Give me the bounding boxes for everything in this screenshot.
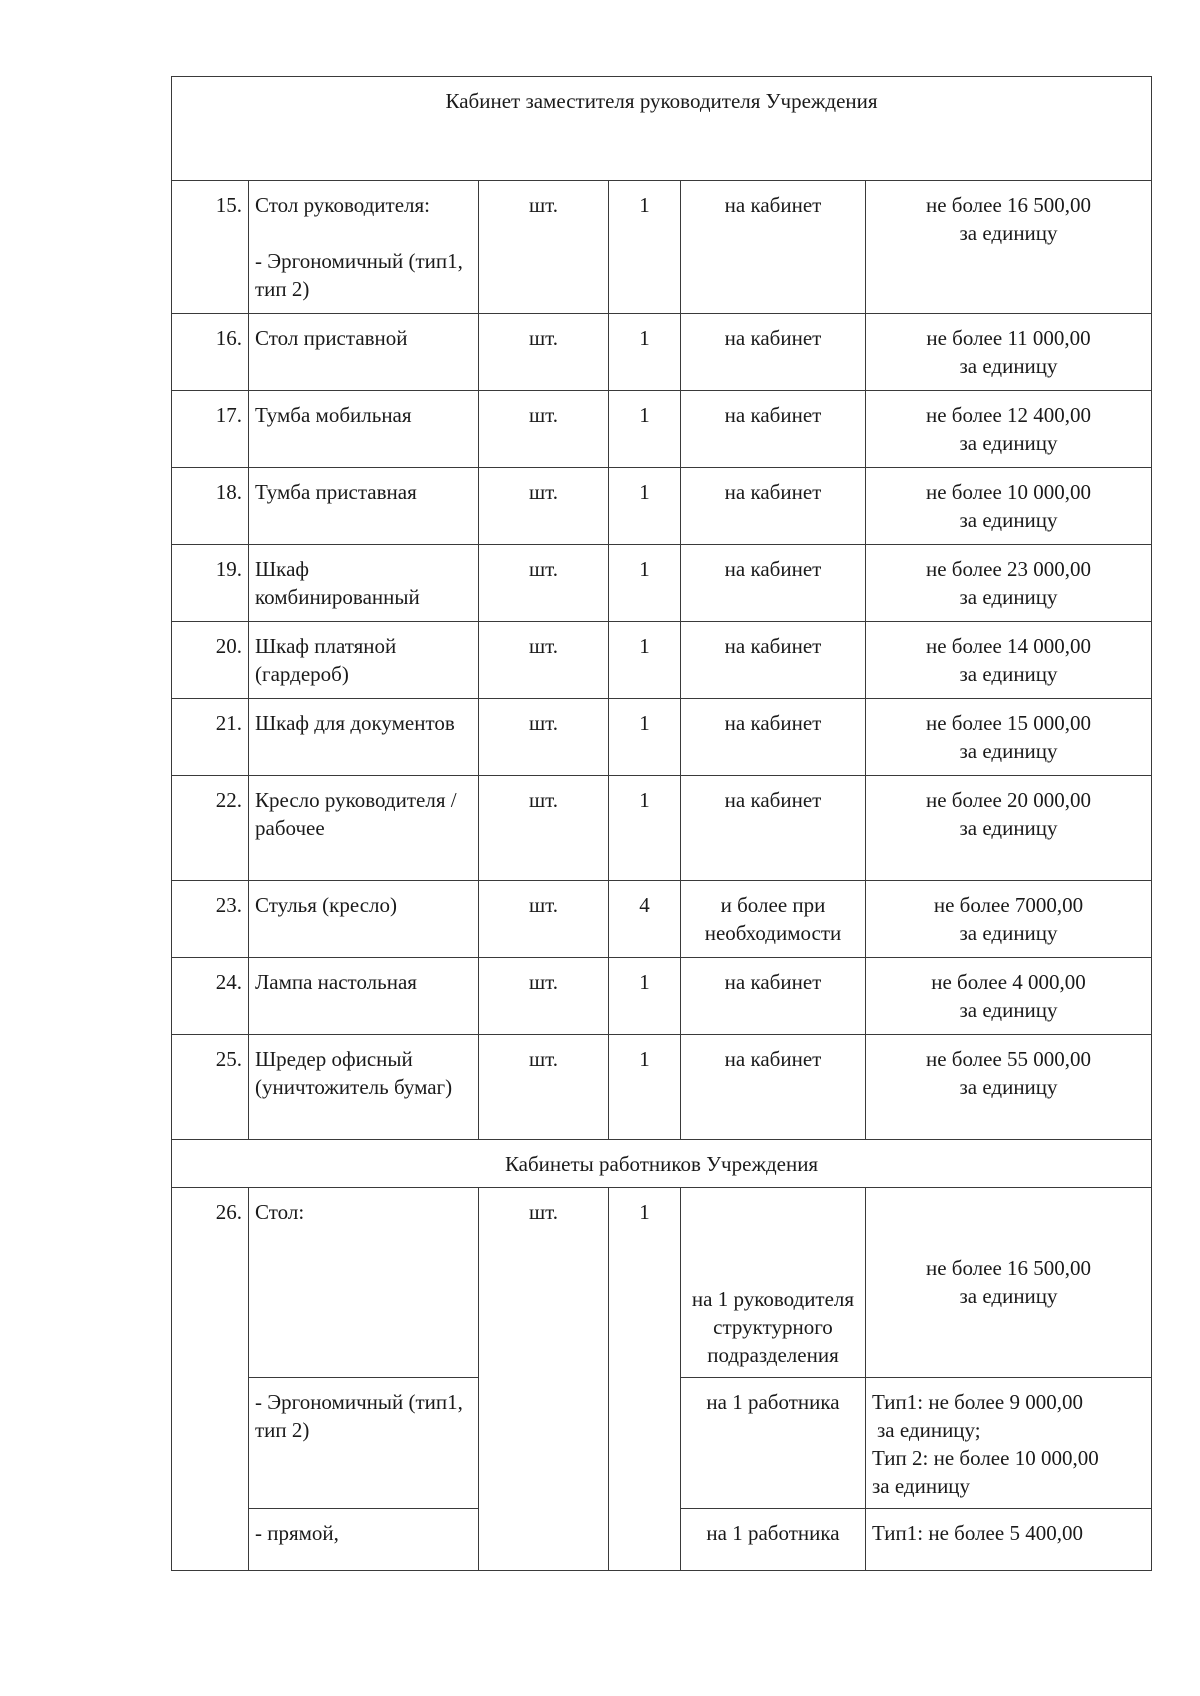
table-row [172,391,1152,468]
price-cell [866,776,1152,881]
price-limit: не более 4 000,00 [931,970,1086,994]
quantity: 1 [609,468,681,545]
row-number: 21. [172,699,249,776]
section-header-row [172,77,1152,181]
price-type1: Тип1: не более 9 000,00 [872,1390,1083,1414]
price-per: за единицу [959,1284,1058,1308]
row-number: 24. [172,958,249,1035]
table-row [172,314,1152,391]
price-per: за единицу [959,739,1058,763]
price-per: за единицу [959,998,1058,1022]
price-per: за единицу [959,221,1058,245]
price-cell [866,314,1152,391]
price-cell [866,958,1152,1035]
item-subtype: - Эргономичный (тип1, тип 2) [249,1378,479,1509]
row-number: 20. [172,622,249,699]
quantity: 1 [609,391,681,468]
unit: шт. [479,776,609,881]
unit: шт. [479,699,609,776]
item-subtype: - Эргономичный (тип1, тип 2) [255,249,463,301]
item-name: Тумба мобильная [249,391,479,468]
item-name-cell [249,181,479,314]
price-limit: не более 15 000,00 [925,711,1092,735]
quantity: 1 [609,776,681,881]
row-number: 26. [172,1188,249,1571]
price-limit: не более 20 000,00 [925,788,1092,812]
norm: на кабинет [681,468,866,545]
price-per: за единицу [959,662,1058,686]
table-row [172,881,1152,958]
section-title-staff-offices: Кабинеты работников Учреждения [172,1140,1152,1188]
unit: шт. [479,1188,609,1571]
norm: на кабинет [681,776,866,881]
price-cell [866,1188,1152,1378]
unit: шт. [479,468,609,545]
row-number: 15. [172,181,249,314]
table-row [172,545,1152,622]
price-cell [866,699,1152,776]
quantity: 1 [609,622,681,699]
table-row [172,468,1152,545]
row-number: 18. [172,468,249,545]
norm: на кабинет [681,181,866,314]
table-row [172,699,1152,776]
unit: шт. [479,1035,609,1140]
price-per: за единицу [959,431,1058,455]
table-row [172,181,1152,314]
item-name: Тумба приставная [249,468,479,545]
item-name: Шкаф платяной (гардероб) [249,622,479,699]
norm: на кабинет [681,622,866,699]
quantity: 1 [609,314,681,391]
item-name: Стол руководителя: [255,193,431,217]
norm: на кабинет [681,545,866,622]
item-name: Стол: [249,1188,479,1378]
norm: на кабинет [681,391,866,468]
unit: шт. [479,391,609,468]
price-cell [866,1378,1152,1509]
unit: шт. [479,314,609,391]
table-row [172,1035,1152,1140]
unit: шт. [479,545,609,622]
unit: шт. [479,881,609,958]
item-name: Шкаф комбинированный [249,545,479,622]
table-row [172,776,1152,881]
quantity: 1 [609,181,681,314]
row-number: 17. [172,391,249,468]
row-number: 19. [172,545,249,622]
row-number: 25. [172,1035,249,1140]
section-header-row [172,1140,1152,1188]
price-limit: не более 14 000,00 [925,634,1092,658]
price-per: за единицу; [877,1418,981,1442]
price-cell [866,468,1152,545]
unit: шт. [479,958,609,1035]
norm: на кабинет [681,1035,866,1140]
item-name: Кресло руководителя /рабочее [249,776,479,881]
price-limit: не более 16 500,00 [925,193,1092,217]
unit: шт. [479,181,609,314]
quantity: 1 [609,958,681,1035]
row-number: 16. [172,314,249,391]
price-per: за единицу [959,508,1058,532]
item-name: Лампа настольная [249,958,479,1035]
price-limit: не более 55 000,00 [925,1047,1092,1071]
norm: на 1 работника [681,1378,866,1509]
quantity: 1 [609,545,681,622]
price-per: за единицу [959,816,1058,840]
table-row [172,958,1152,1035]
norm: на кабинет [681,699,866,776]
quantity: 4 [609,881,681,958]
price-cell [866,545,1152,622]
price-limit: не более 10 000,00 [925,480,1092,504]
section-title-deputy-office: Кабинет заместителя руководителя Учреждения [172,77,1152,181]
price-limit: не более 12 400,00 [925,403,1092,427]
price-cell [866,181,1152,314]
quantity: 1 [609,1188,681,1571]
item-name: Шредер офисный (уничтожитель бумаг) [249,1035,479,1140]
price-per: за единицу [959,354,1058,378]
norm: на 1 руководителя структурного подразделения [681,1188,866,1378]
norm: на 1 работника [681,1509,866,1571]
quantity: 1 [609,1035,681,1140]
price-limit: не более 11 000,00 [926,326,1091,350]
norm: на кабинет [681,958,866,1035]
price-cell [866,622,1152,699]
norm: и более при необходимости [681,881,866,958]
row-number: 23. [172,881,249,958]
furniture-norms-table [171,76,1152,1571]
price-limit: не более 16 500,00 [925,1256,1092,1280]
price-cell [866,881,1152,958]
item-name: Стол приставной [249,314,479,391]
price-limit: не более 7000,00 [933,893,1084,917]
price-per: за единицу [959,921,1058,945]
price-cell [866,1035,1152,1140]
quantity: 1 [609,699,681,776]
table-row [172,1188,1152,1378]
table-row [172,622,1152,699]
unit: шт. [479,622,609,699]
item-subtype: - прямой, [249,1509,479,1571]
price-limit: не более 23 000,00 [925,557,1092,581]
price-per: за единицу [872,1474,971,1498]
price-per: за единицу [959,1075,1058,1099]
price-cell [866,391,1152,468]
row-number: 22. [172,776,249,881]
price-type1: Тип1: не более 5 400,00 [866,1509,1152,1571]
price-per: за единицу [959,585,1058,609]
norm: на кабинет [681,314,866,391]
item-name: Шкаф для документов [249,699,479,776]
price-type2: Тип 2: не более 10 000,00 [872,1446,1099,1470]
item-name: Стулья (кресло) [249,881,479,958]
